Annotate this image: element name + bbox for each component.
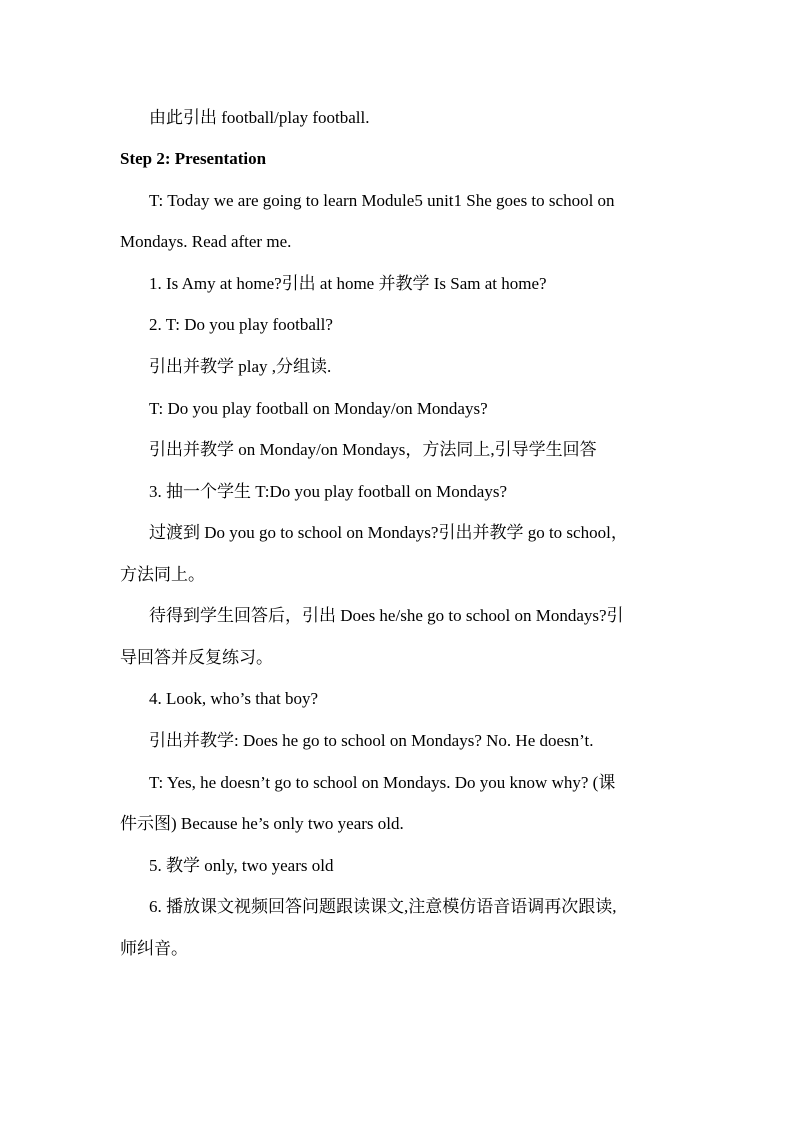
text-line: Mondays. Read after me. xyxy=(120,232,292,251)
text-line: 待得到学生回答后，引出 Does he/she go to school on Mondays?引 xyxy=(149,606,624,625)
text-line: 6. 播放课文视频回答问题跟读课文,注意模仿语音语调再次跟读, xyxy=(149,897,617,916)
text-line: 师纠音。 xyxy=(120,939,188,958)
text-line: 1. Is Amy at home?引出 at home 并教学 Is Sam at home? xyxy=(149,274,547,293)
text-line: T: Yes, he doesn’t go to school on Mondays. Do you know why? (课 xyxy=(149,773,616,792)
section-heading: Step 2: Presentation xyxy=(120,149,267,168)
text-line: 件示图) Because he’s only two years old. xyxy=(120,814,404,833)
text-line: T: Do you play football on Monday/on Mondays? xyxy=(149,399,488,418)
text-line: 导回答并反复练习。 xyxy=(120,648,273,667)
text-line: 引出并教学 play ,分组读. xyxy=(149,357,332,376)
text-line: 引出并教学: Does he go to school on Mondays? No. He doesn’t. xyxy=(149,731,594,750)
text-line: 5. 教学 only, two years old xyxy=(149,856,334,875)
text-line: 2. T: Do you play football? xyxy=(149,315,333,334)
text-line: 过渡到 Do you go to school on Mondays?引出并教学 go to school， xyxy=(149,523,628,542)
text-line: 方法同上。 xyxy=(120,565,205,584)
text-line: T: Today we are going to learn Module5 unit1 She goes to school on xyxy=(149,191,615,210)
text-line: 引出并教学 on Monday/on Mondays，方法同上,引导学生回答 xyxy=(149,440,597,459)
text-line: 3. 抽一个学生 T:Do you play football on Mondays? xyxy=(149,482,508,501)
text-line: 4. Look, who’s that boy? xyxy=(149,689,319,708)
text-line: 由此引出 football/play football. xyxy=(149,108,370,127)
